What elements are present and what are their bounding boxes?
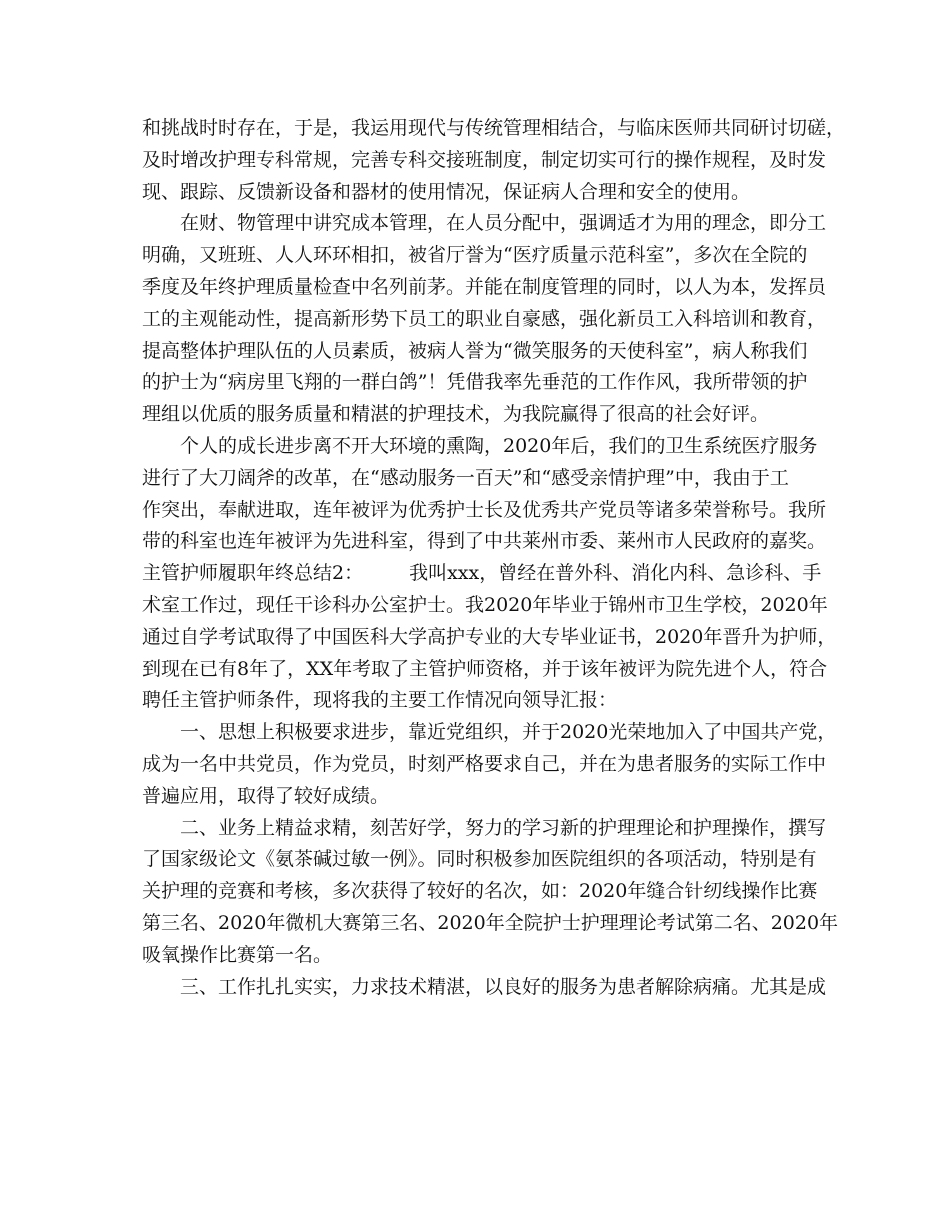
text-line: 季度及年终护理质量检查中名列前茅。并能在制度管理的同时，以人为本，发挥员 [142,275,827,298]
paragraph-start-line: 三、工作扎扎实实，力求技术精湛，以良好的服务为患者解除病痛。尤其是成 [180,975,827,998]
text-line: 第三名、2020年微机大赛第三名、2020年全院护士护理理论考试第二名、2020年 [142,911,839,934]
text-line: 吸氧操作比赛第一名。 [142,943,333,966]
text-line: 及时增改护理专科常规，完善专科交接班制度，制定切实可行的操作规程，及时发 [142,148,827,171]
section-heading: 主管护师履职年终总结2： [142,562,364,585]
text-line: 普遍应用，取得了较好成绩。 [142,784,390,807]
section-intro-text: 我叫xxx，曾经在普外科、消化内科、急诊科、手 [409,562,822,585]
text-line: 作突出，奉献进取，连年被评为优秀护士长及优秀共产党员等诸多荣誉称号。我所 [142,498,827,521]
paragraph-start-line: 二、业务上精益求精，刻苦好学，努力的学习新的护理理论和护理操作，撰写 [180,816,827,839]
text-line: 进行了大刀阔斧的改革，在“感动服务一百天”和“感受亲情护理”中，我由于工 [142,466,789,489]
text-line: 成为一名中共党员，作为党员，时刻严格要求自己，并在为患者服务的实际工作中 [142,752,827,775]
text-line: 到现在已有8年了，XX年考取了主管护师资格，并于该年被评为院先进个人，符合 [142,657,828,680]
text-line: 和挑战时时存在，于是，我运用现代与传统管理相结合，与临床医师共同研讨切磋， [142,117,846,139]
text-line: 关护理的竞赛和考核，多次获得了较好的名次，如：2020年缝合针纫线操作比赛 [142,880,818,903]
paragraph-start-line: 一、思想上积极要求进步，靠近党组织，并于2020光荣地加入了中国共产党， [180,721,837,744]
text-line: 明确，又班班、人人环环相扣，被省厅誉为“医疗质量示范科室”，多次在全院的 [142,244,808,267]
text-line: 聘任主管护师条件，现将我的主要工作情况向领导汇报： [142,689,618,712]
section-heading-line [142,558,822,590]
text-line: 理组以优质的服务质量和精湛的护理技术，为我院赢得了很高的社会好评。 [142,403,770,426]
text-line: 带的科室也连年被评为先进科室，得到了中共莱州市委、莱州市人民政府的嘉奖。 [142,530,827,553]
text-line: 的护士为“病房里飞翔的一群白鸽”！凭借我率先垂范的工作作风，我所带领的护 [142,371,808,394]
text-line: 现、跟踪、反馈新设备和器材的使用情况，保证病人合理和安全的使用。 [142,180,751,203]
text-line: 工的主观能动性，提高新形势下员工的职业自豪感，强化新员工入科培训和教育， [142,307,827,330]
text-line: 通过自学考试取得了中国医科大学高护专业的大专毕业证书，2020年晋升为护师， [142,625,837,648]
document-body [142,113,846,1003]
paragraph-start-line: 个人的成长进步离不开大环境的熏陶，2020年后，我们的卫生系统医疗服务 [180,434,818,457]
text-line: 了国家级论文《氨茶碱过敏一例》。同时积极参加医院组织的各项活动，特别是有 [142,848,817,871]
text-line: 提高整体护理队伍的人员素质，被病人誉为“微笑服务的天使科室”，病人称我们 [142,339,808,362]
paragraph-start-line: 在财、物管理中讲究成本管理，在人员分配中，强调适才为用的理念，即分工 [180,212,827,235]
text-line: 术室工作过，现任干诊科办公室护士。我2020年毕业于锦州市卫生学校，2020年 [142,593,828,616]
